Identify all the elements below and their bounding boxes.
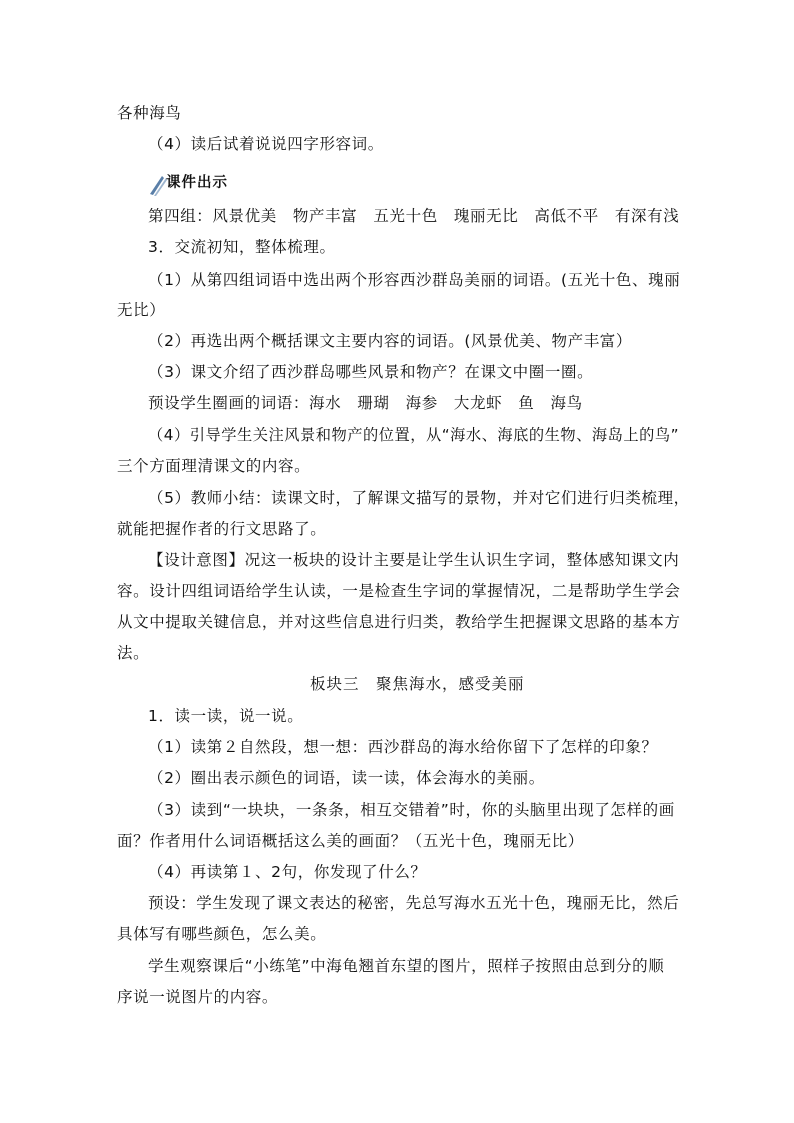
text-line: 三个方面理清课文的内容。	[117, 457, 311, 475]
text-line: 无比）	[117, 301, 166, 319]
text-line: 【设计意图】况这一板块的设计主要是让学生认识生字词，整体感知课文内	[148, 551, 680, 569]
text-line: （1）读第２自然段，想一想：西沙群岛的海水给你留下了怎样的印象？	[148, 738, 658, 756]
text-line: 法。	[117, 644, 150, 662]
text-line: （3）读到“一块块，一条条，相互交错着”时，你的头脑里出现了怎样的画	[148, 801, 675, 819]
text-line: （2）再选出两个概括课文主要内容的词语。(风景优美、物产丰富）	[148, 332, 633, 350]
text-line: 就能把握作者的行文思路了。	[117, 520, 327, 538]
text-line: 3．交流初知，整体梳理。	[148, 238, 336, 256]
text-line: 各种海鸟	[117, 104, 182, 122]
text-line: 面？作者用什么词语概括这么美的画面？（五光十色，瑰丽无比）	[117, 832, 584, 850]
text-line: （4）读后试着说说四字形容词。	[148, 135, 384, 153]
text-line: （2）圈出表示颜色的词语，读一读，体会海水的美丽。	[148, 769, 545, 787]
text-line: 预设：学生发现了课文表达的秘密，先总写海水五光十色，瑰丽无比，然后	[148, 894, 680, 912]
text-line: 序说一说图片的内容。	[117, 988, 279, 1006]
text-line: （4）引导学生关注风景和物产的位置，从“海水、海底的生物、海岛上的鸟”	[148, 426, 680, 444]
text-line: 第四组：风景优美 物产丰富 五光十色 瑰丽无比 高低不平 有深有浅	[148, 207, 680, 225]
text-line: （3）课文介绍了西沙群岛哪些风景和物产？在课文中圈一圈。	[148, 363, 594, 381]
text-line: 从文中提取关键信息，并对这些信息进行归类，教给学生把握课文思路的基本方	[117, 613, 681, 631]
text-line: 预设学生圈画的词语：海水 珊瑚 海参 大龙虾 鱼 海鸟	[148, 394, 583, 412]
text-line: （5）教师小结：读课文时，了解课文描写的景物，并对它们进行归类梳理，	[148, 489, 690, 507]
text-line: 1．读一读，说一说。	[148, 707, 304, 725]
section-title: 板块三 聚焦海水，感受美丽	[310, 675, 525, 693]
text-line: 具体写有哪些颜色，怎么美。	[117, 925, 327, 943]
callout-label: 课件出示	[166, 175, 228, 191]
text-line: 学生观察课后“小练笔”中海龟翘首东望的图片，照样子按照由总到分的顺	[148, 957, 665, 975]
courseware-callout	[148, 168, 268, 198]
text-line: （4）再读第１、2句，你发现了什么？	[148, 863, 427, 881]
text-line: 容。设计四组词语给学生认读，一是检查生字词的掌握情况，二是帮助学生学会	[117, 582, 681, 600]
text-line: （1）从第四组词语中选出两个形容西沙群岛美丽的词语。(五光十色、瑰丽	[148, 271, 681, 289]
